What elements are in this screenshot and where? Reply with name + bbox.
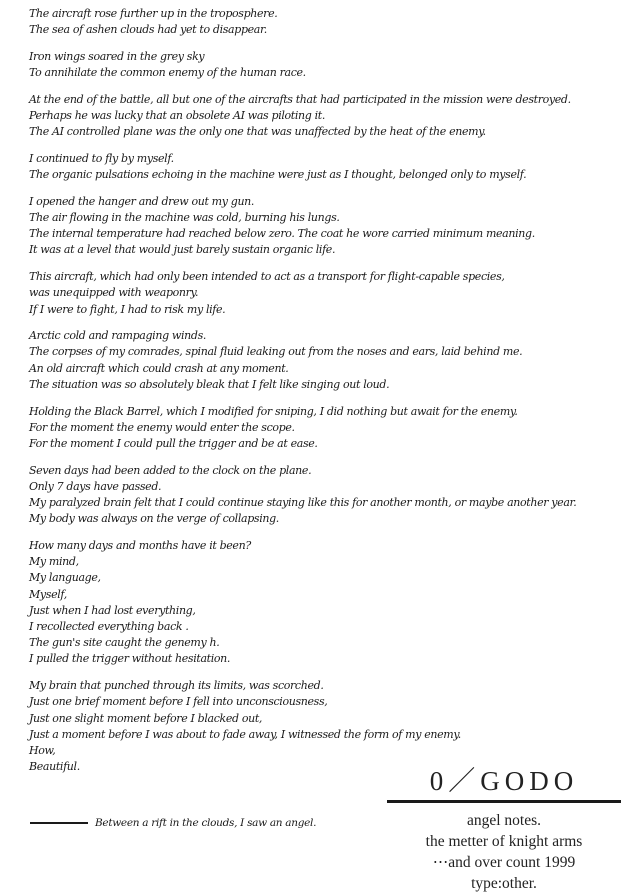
poem-line: Arctic cold and rampaging winds.	[29, 329, 207, 343]
poem-line: My mind,	[29, 555, 79, 569]
poem-line: How,	[29, 743, 56, 757]
poem-line: The internal temperature had reached below zero. The coat he wore carried minimum meaning.	[29, 227, 535, 241]
stanza-6	[29, 269, 629, 318]
poem-line: An old aircraft which could crash at any moment.	[29, 361, 289, 375]
poem-line: This aircraft, which had only been intended to act as a transport for flight-capable species,	[29, 270, 505, 284]
poem-line: Beautiful.	[29, 760, 80, 774]
stanza-2	[29, 49, 629, 81]
poem-line: The air flowing in the machine was cold, burning his lungs.	[29, 211, 340, 225]
poem-line: For the moment I could pull the trigger and be at ease.	[29, 436, 318, 450]
stanza-8	[29, 404, 629, 453]
poem-line: The organic pulsations echoing in the machine were just as I thought, belonged only to myself.	[29, 168, 527, 182]
poem-line: was unequipped with weaponry.	[29, 286, 199, 300]
poem-line: Iron wings soared in the grey sky	[29, 49, 205, 63]
poem-line: My language,	[29, 571, 101, 585]
poem-line: If I were to fight, I had to risk my life.	[29, 302, 226, 316]
poem-line: How many days and months have it been?	[29, 538, 251, 552]
poem-line: Just a moment before I was about to fade away, I witnessed the form of my enemy.	[29, 727, 461, 741]
poem-line: Myself,	[29, 587, 67, 601]
poem-line: The gun's site caught the genemy h.	[29, 636, 220, 650]
poem-line: The sea of ashen clouds had yet to disappear.	[29, 23, 267, 37]
credit-line: ⋯and over count 1999	[432, 854, 576, 871]
poem-line: To annihilate the common enemy of the human race.	[29, 66, 306, 80]
credit-line: the metter of knight arms	[425, 833, 583, 850]
poem-line: I opened the hanger and drew out my gun.	[29, 194, 255, 208]
poem-line: It was at a level that would just barely sustain organic life.	[29, 243, 336, 257]
credit-line: type:other.	[471, 875, 537, 892]
stanza-4	[29, 151, 629, 183]
credit-line: angel notes.	[466, 812, 542, 829]
poem-line: At the end of the battle, all but one of the aircrafts that had participated in the mission were destroyed.	[29, 92, 571, 106]
poem-line: My body was always on the verge of collapsing.	[29, 512, 279, 526]
poem-line: Just one brief moment before I fell into unconsciousness,	[29, 695, 328, 709]
stanza-3	[29, 92, 629, 141]
poem-line: My brain that punched through its limits, was scorched.	[29, 679, 324, 693]
poem-line: The corpses of my comrades, spinal fluid leaking out from the noses and ears, laid behind me.	[29, 345, 523, 359]
poem-line: Seven days had been added to the clock on the plane.	[29, 463, 312, 477]
title-underline-rule	[387, 800, 621, 803]
stanza-1	[29, 6, 629, 38]
stanza-5	[29, 194, 629, 259]
poem-line: My paralyzed brain felt that I could continue staying like this for another month, or maybe another year.	[29, 496, 577, 510]
signoff-block	[387, 765, 621, 894]
em-dash-rule	[30, 822, 88, 824]
poem-line: I pulled the trigger without hesitation.	[29, 652, 231, 666]
epigraph-text: Between a rift in the clouds, I saw an angel.	[95, 817, 317, 829]
stanza-11	[29, 678, 629, 775]
stanza-10	[29, 538, 629, 668]
epigraph	[30, 817, 316, 829]
poem-line: Just one slight moment before I blacked out,	[29, 711, 263, 725]
stanza-7	[29, 328, 629, 393]
poem-body	[29, 6, 629, 786]
stanza-9	[29, 463, 629, 528]
poem-line: Holding the Black Barrel, which I modified for sniping, I did nothing but await for the enemy.	[29, 404, 518, 418]
poem-line: Just when I had lost everything,	[29, 603, 196, 617]
poem-line: The situation was so absolutely bleak that I felt like singing out loud.	[29, 377, 390, 391]
poem-line: I recollected everything back .	[29, 620, 189, 633]
poem-line: I continued to fly by myself.	[29, 151, 174, 165]
poem-line: Perhaps he was lucky that an obsolete AI was piloting it.	[29, 109, 325, 123]
poem-line: For the moment the enemy would enter the scope.	[29, 420, 295, 434]
author-title: 0／GODO	[429, 766, 579, 796]
poem-line: The AI controlled plane was the only one that was unaffected by the heat of the enemy.	[29, 125, 486, 139]
poem-line: The aircraft rose further up in the troposphere.	[29, 7, 278, 20]
poem-line: Only 7 days have passed.	[29, 479, 162, 493]
